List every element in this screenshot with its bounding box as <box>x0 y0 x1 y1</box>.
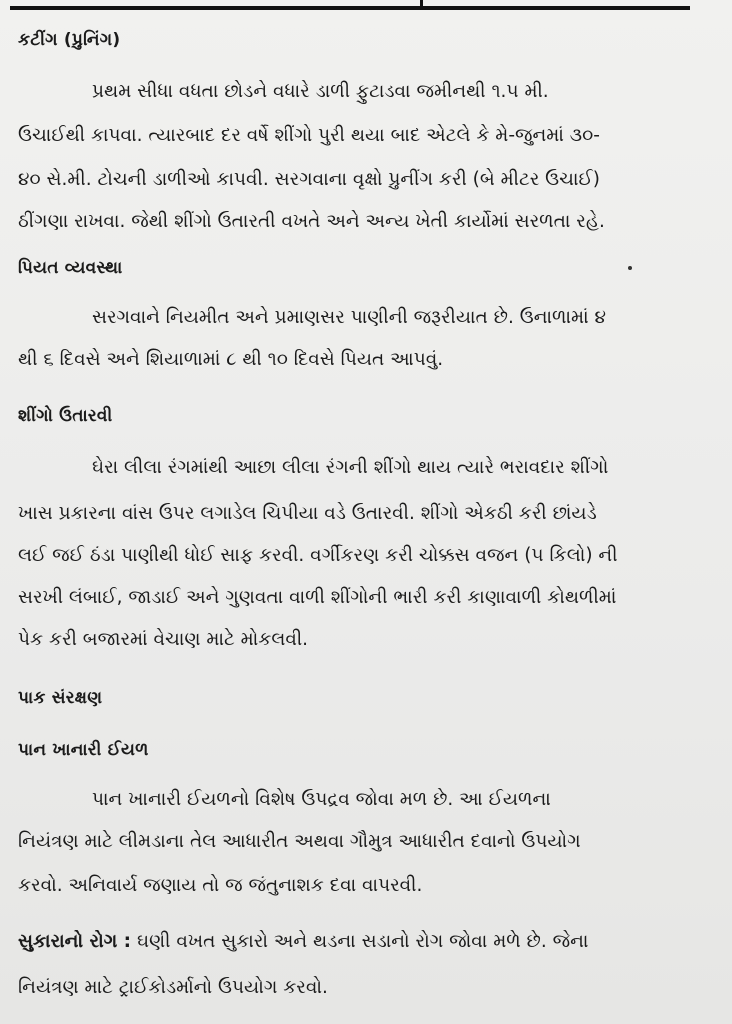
section-heading-leaf-caterpillar: પાન ખાનારી ઈયળ <box>18 740 149 760</box>
wilt-line-2: નિયંત્રણ માટે ટ્રાઈકોડર્માનો ઉપયોગ કરવો. <box>18 977 328 998</box>
pruning-line-3: ૪૦ સે.મી. ટોચની ડાળીઓ કાપવી. સરગવાના વૃક્ષો પ્રુનીંગ કરી (બે મીટર ઉંચાઈ) <box>18 169 600 190</box>
harvest-line-1: ઘેરા લીલા રંગમાંથી આછા લીલા રંગની શીંગો થાય ત્યારે ભરાવદાર શીંગો <box>92 457 609 478</box>
pruning-line-4: ઠીંગણા રાખવા. જેથી શીંગો ઉતારતી વખતે અને અન્ય ખેતી કાર્યોમાં સરળતા રહે. <box>18 211 605 232</box>
harvest-line-2: ખાસ પ્રકારના વાંસ ઉપર લગાડેલ ચિપીયા વડે ઉતારવી. શીંગો એકઠી કરી છાંયડે <box>18 503 597 524</box>
section-heading-harvest: શીંગો ઉતારવી <box>18 406 113 426</box>
stray-dot-mark <box>628 266 632 270</box>
harvest-line-4: સરખી લંબાઈ, જાડાઈ અને ગુણવતા વાળી શીંગોની ભારી કરી કાણાવાળી કોથળીમાં <box>18 587 617 608</box>
wilt-disease-text: ઘણી વખત સુકારો અને થડના સડાનો રોગ જોવા મળે છે. જેના <box>136 931 589 952</box>
caterpillar-line-2: નિયંત્રણ માટે લીમડાના તેલ આધારીત અથવા ગૌમુત્ર આધારીત દવાનો ઉપયોગ <box>18 831 581 852</box>
section-heading-irrigation: પિયત વ્યવસ્થા <box>18 258 123 278</box>
caterpillar-line-3: કરવો. અનિવાર્ય જણાય તો જ જંતુનાશક દવા વાપરવી. <box>18 875 423 896</box>
caterpillar-line-1: પાન ખાનારી ઈયળનો વિશેષ ઉપદ્રવ જોવા મળ છે. આ ઈયળના <box>92 789 551 810</box>
top-border-rule <box>10 0 690 10</box>
harvest-line-3: લઈ જઈ ઠંડા પાણીથી ધોઈ સાફ કરવી. વર્ગીકરણ કરી ચોક્કસ વજન (૫ કિલો) ની <box>18 545 618 566</box>
wilt-line-1 <box>18 930 718 954</box>
pruning-line-1: પ્રથમ સીધા વધતા છોડને વધારે ડાળી ફુટાડવા જમીનથી ૧.૫ મી. <box>92 81 549 102</box>
pruning-line-2: ઉંચાઈથી કાપવા. ત્યારબાદ દર વર્ષે શીંગો પુરી થયા બાદ એટલે કે મે-જુનમાં ૩૦- <box>18 125 600 146</box>
harvest-line-5: પેક કરી બજારમાં વેચાણ માટે મોકલવી. <box>18 629 309 650</box>
section-heading-pruning: કટીંગ (પ્રુનિંગ) <box>18 30 121 50</box>
box-corner-mark <box>406 0 423 8</box>
irrigation-line-1: સરગવાને નિયમીત અને પ્રમાણસર પાણીની જરૂરીયાત છે. ઉનાળામાં ૪ <box>92 307 606 328</box>
irrigation-line-2: થી ૬ દિવસે અને શિયાળામાં ૮ થી ૧૦ દિવસે પિયત આપવું. <box>18 349 444 370</box>
wilt-disease-label: સુકારાનો રોગ : <box>18 931 132 952</box>
section-heading-crop-protection: પાક સંરક્ષણ <box>18 688 103 708</box>
